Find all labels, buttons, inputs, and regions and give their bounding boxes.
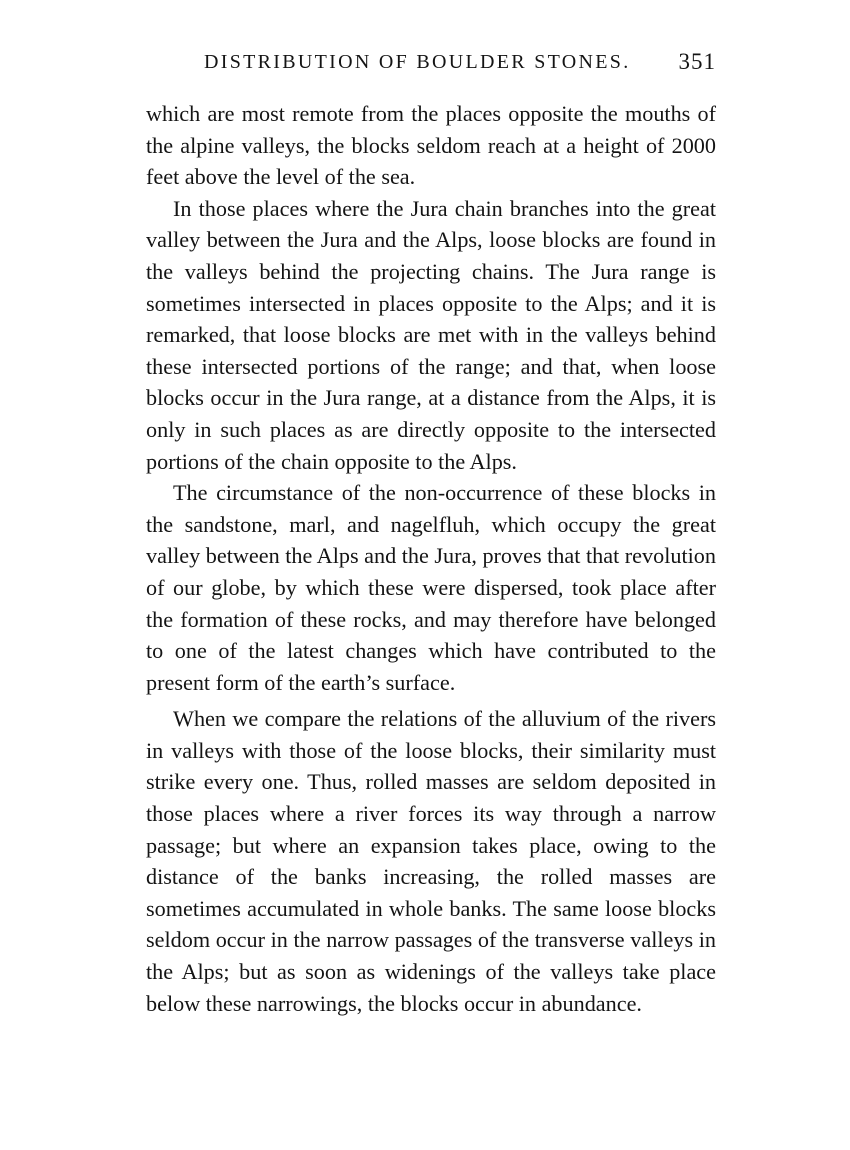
running-title: DISTRIBUTION OF BOULDER STONES. xyxy=(204,51,631,73)
page-number: 351 xyxy=(678,49,716,74)
paragraph-2: In those places where the Jura chain branches into the great valley between the Jura and the Alps, loose blocks are found in the valleys behind the projecting chains. The Jura range is sometimes intersected in places opposite to the Alps; and it is remarked, that loose blocks are met with in the valleys behind these intersected portions of the range; and that, when loose blocks occur in the Jura range, at a distance from the Alps, it is only in such places as are directly opposite to the intersected portions of the chain opposite to the Alps. xyxy=(146,195,716,474)
body-text xyxy=(146,98,716,1019)
paragraph-4: When we compare the relations of the alluvium of the rivers in valleys with those of the loose blocks, their similarity must strike every one. Thus, rolled masses are seldom deposited in those places where a river forces its way through a narrow passage; but where an expansion takes place, owing to the distance of the banks increasing, the rolled masses are sometimes accumulated in whole banks. The same loose blocks seldom occur in the narrow passages of the transverse valleys in the Alps; but as soon as widenings of the valleys take place below these narrowings, the blocks occur in abundance. xyxy=(146,706,716,1016)
paragraph-3: The circumstance of the non-occurrence of these blocks in the sandstone, marl, and nagelfluh, which occupy the great valley between the Alps and the Jura, proves that that revolution of our globe, by which these were dispersed, took place after the formation of these rocks, and may therefore have belonged to one of the latest changes which have contributed to the present form of the earth’s surface. xyxy=(146,480,716,695)
running-head xyxy=(146,46,716,78)
paragraph-1: which are most remote from the places opposite the mouths of the alpine valleys, the blocks seldom reach at a height of 2000 feet above the level of the sea. xyxy=(146,101,716,190)
